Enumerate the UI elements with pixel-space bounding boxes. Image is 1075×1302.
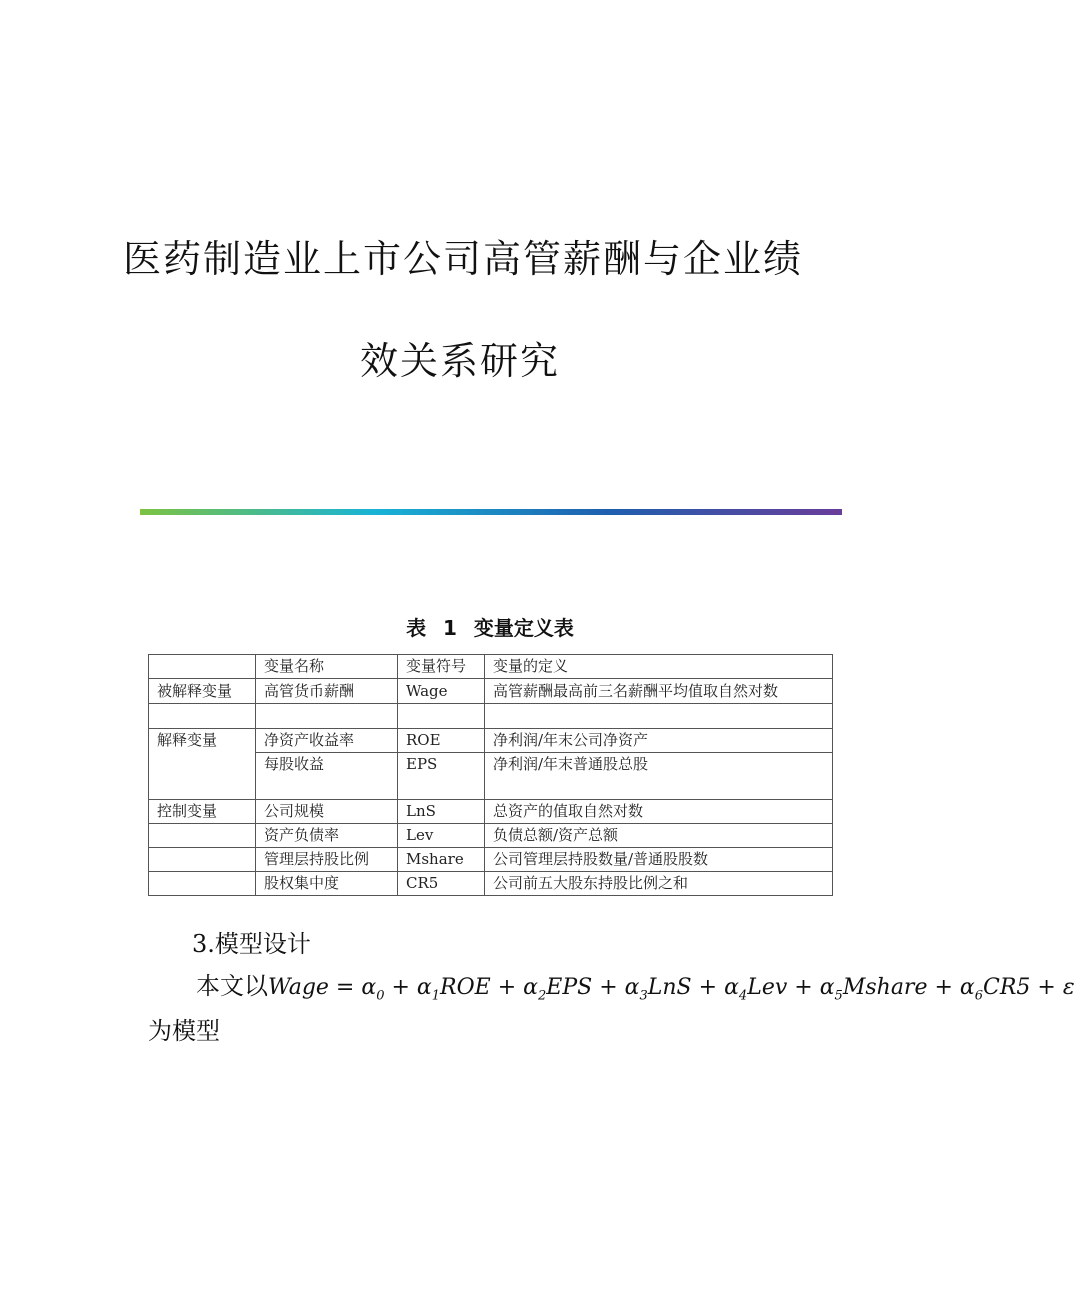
table-cell-category	[149, 753, 256, 777]
equation-coefficient: α	[416, 975, 432, 1000]
table-header-cell: 变量符号	[398, 655, 485, 679]
equation-plus: +	[384, 975, 417, 1000]
table-cell-definition: 高管薪酬最高前三名薪酬平均值取自然对数	[485, 679, 833, 704]
equation-subscript: 6	[974, 988, 984, 1004]
table-cell-symbol: CR5	[398, 872, 485, 896]
table-cell-name: 股权集中度	[256, 872, 398, 896]
table-cell-name: 公司规模	[256, 800, 398, 824]
equation-equals: =	[328, 975, 362, 1000]
table-cell-symbol: Wage	[398, 679, 485, 704]
equation-variable: Lev	[747, 975, 788, 1000]
table-header-cell: 变量名称	[256, 655, 398, 679]
equation-coefficient: α	[624, 975, 640, 1000]
table-cell-name: 高管货币薪酬	[256, 679, 398, 704]
model-suffix-text: 为模型	[148, 1017, 220, 1045]
table-cell-symbol: EPS	[398, 753, 485, 777]
equation-variable: Mshare	[842, 975, 928, 1000]
table-row	[149, 872, 833, 896]
table-cell-category	[149, 824, 256, 848]
table-header-cell: 变量的定义	[485, 655, 833, 679]
table-header-row	[149, 655, 833, 679]
table-cell-definition: 总资产的值取自然对数	[485, 800, 833, 824]
equation-coefficient: α	[724, 975, 739, 1000]
table-cell-category	[149, 848, 256, 872]
table-cell-category: 被解释变量	[149, 679, 256, 704]
table-cell-category: 解释变量	[149, 729, 256, 753]
equation-coefficient: α	[523, 975, 538, 1000]
equation-subscript: 2	[538, 988, 547, 1004]
table-caption: 表 1 变量定义表	[406, 616, 574, 640]
equation-plus: +	[691, 975, 725, 1000]
table-cell-symbol: ROE	[398, 729, 485, 753]
table-cell-definition: 负债总额/资产总额	[485, 824, 833, 848]
table-cell-definition: 净利润/年末公司净资产	[485, 729, 833, 753]
table-row	[149, 729, 833, 753]
equation-error-term: ε	[1062, 975, 1075, 1000]
equation-plus: +	[490, 975, 524, 1000]
table-spacer-row	[149, 704, 833, 729]
table-cell-symbol: Mshare	[398, 848, 485, 872]
table-cell-name: 每股收益	[256, 753, 398, 777]
equation-subscript: 0	[376, 988, 385, 1004]
equation-subscript: 4	[738, 988, 748, 1004]
equation-variable: ROE	[440, 975, 491, 1000]
table-row	[149, 848, 833, 872]
table-header-cell	[149, 655, 256, 679]
equation-plus: +	[927, 975, 960, 1000]
table-cell-symbol: Lev	[398, 824, 485, 848]
table-cell-symbol: LnS	[398, 800, 485, 824]
section-heading: 3.模型设计	[192, 930, 311, 958]
variable-definition-table	[148, 654, 833, 896]
table-cell-name: 净资产收益率	[256, 729, 398, 753]
model-equation	[268, 975, 1075, 1004]
table-row	[149, 824, 833, 848]
equation-coefficient: α	[361, 975, 377, 1000]
table-row	[149, 753, 833, 777]
table-cell-definition: 公司前五大股东持股比例之和	[485, 872, 833, 896]
equation-coefficient: α	[819, 975, 835, 1000]
document-title-line-2: 效关系研究	[359, 339, 560, 383]
table-row	[149, 679, 833, 704]
equation-variable: CR5	[983, 975, 1031, 1000]
table-cell-category	[149, 872, 256, 896]
equation-coefficient: α	[959, 975, 975, 1000]
model-equation-line	[196, 966, 1075, 1003]
equation-subscript: 3	[639, 988, 648, 1004]
table-spacer-row	[149, 776, 833, 800]
equation-plus: +	[787, 975, 820, 1000]
table-cell-name: 资产负债率	[256, 824, 398, 848]
equation-plus: +	[592, 975, 625, 1000]
equation-subscript: 1	[431, 988, 441, 1004]
model-lead-text: 本文以	[196, 972, 268, 1000]
equation-plus: +	[1030, 975, 1063, 1000]
document-title-line-1: 医药制造业上市公司高管薪酬与企业绩	[122, 237, 803, 281]
equation-lhs: Wage	[268, 975, 329, 1000]
equation-variable: LnS	[647, 975, 692, 1000]
table-row	[149, 800, 833, 824]
equation-subscript: 5	[834, 988, 843, 1004]
gradient-divider	[140, 509, 842, 515]
equation-variable: EPS	[546, 975, 593, 1000]
table-cell-category: 控制变量	[149, 800, 256, 824]
table-cell-name: 管理层持股比例	[256, 848, 398, 872]
table-cell-definition: 公司管理层持股数量/普通股股数	[485, 848, 833, 872]
table-cell-definition: 净利润/年末普通股总股	[485, 753, 833, 777]
